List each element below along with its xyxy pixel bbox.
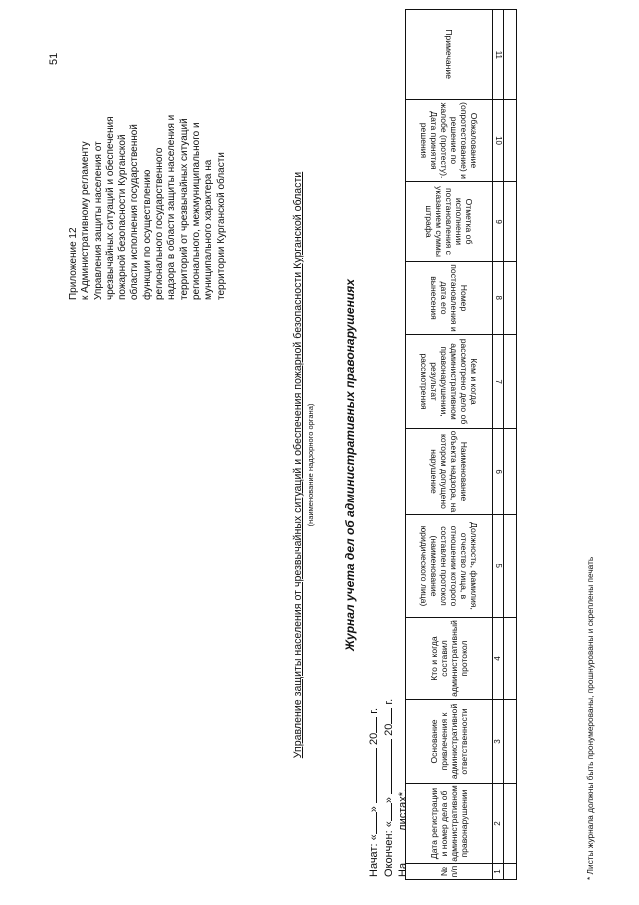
- organization-block: [292, 85, 315, 845]
- column-number-text: 8: [494, 295, 503, 301]
- dates-block: [366, 699, 410, 877]
- month-blank[interactable]: [381, 739, 392, 794]
- col-header-offender-text: Должность, фамилия, отчество лица, в отношении которого составлен протокол (наименование юридического лица): [419, 522, 479, 610]
- header-row: [406, 10, 493, 880]
- col-header-protocol-author: Кто и когда составил административный протокол: [406, 618, 493, 700]
- year-prefix: 20: [382, 723, 395, 736]
- column-number: [493, 262, 504, 335]
- appendix-line: к Административному регламенту: [80, 141, 92, 300]
- col-header-execution: [406, 182, 493, 262]
- organization-caption: (наименование надзорного органа): [306, 403, 315, 527]
- appendix-line: регионального, межмуниципального и: [190, 122, 202, 300]
- appendix-line: территории Курганской области: [215, 152, 227, 300]
- table-cell[interactable]: [504, 10, 517, 100]
- col-header-review: [406, 335, 493, 429]
- year-suffix: г.: [368, 707, 380, 714]
- column-number-text: 11: [494, 50, 503, 59]
- year-blank[interactable]: [366, 717, 377, 733]
- column-number: [493, 182, 504, 262]
- column-number: 2: [493, 784, 504, 864]
- col-header-grounds: Основание привлечения к административной ответственности: [406, 700, 493, 784]
- col-header-offender: [406, 515, 493, 618]
- quote-close: »: [368, 806, 380, 813]
- column-number: [493, 429, 504, 515]
- journal-table: [405, 9, 517, 880]
- finished-line: [381, 699, 396, 877]
- quote-close: »: [382, 797, 395, 804]
- col-header-note: [406, 10, 493, 100]
- col-header-number: № п/п: [406, 864, 493, 880]
- table-cell[interactable]: [504, 784, 517, 864]
- table-row: [504, 10, 517, 880]
- quote-open: «: [368, 834, 380, 841]
- quote-open: «: [382, 821, 395, 828]
- column-number-row: [493, 10, 504, 880]
- col-header-registration: Дата регистрации и номер дела об административном правонарушении: [406, 784, 493, 864]
- column-number-text: 6: [494, 469, 503, 474]
- col-header-resolution: [406, 262, 493, 335]
- column-number: [493, 335, 504, 429]
- appendix-line: пожарной безопасности Курганской: [117, 134, 129, 300]
- started-line: [366, 699, 381, 877]
- year-suffix: г.: [382, 698, 395, 705]
- sheets-prefix: На: [397, 862, 409, 877]
- appendix-line: муниципального характера на: [203, 159, 215, 300]
- started-label: Начат:: [368, 843, 380, 877]
- footnote: * Листы журнала должны быть пронумерованы, прошнурованы и скреплены печать: [585, 556, 595, 880]
- column-number: [493, 515, 504, 618]
- day-blank[interactable]: [366, 812, 377, 834]
- appendix-line: надзора в области защиты населения и: [166, 114, 178, 300]
- appendix-line: регионального государственного: [154, 147, 166, 300]
- table-cell[interactable]: [504, 182, 517, 262]
- journal-title: Журнал учета дел об административных правонарушениях: [343, 279, 357, 651]
- column-number-text: 10: [494, 136, 503, 145]
- column-number: [493, 100, 504, 182]
- appendix-line: Управления защиты населения от: [92, 141, 104, 300]
- col-header-review-text: Кем и когда рассмотрено дело об административном правонарушении, результат рассмотрения: [419, 338, 479, 425]
- table-cell[interactable]: [504, 700, 517, 784]
- column-number: 1: [493, 864, 504, 880]
- page-number: 51: [48, 52, 60, 65]
- col-header-resolution-text: Номер постановления и дата его вынесения: [429, 264, 469, 332]
- sheets-suffix: листах*.: [397, 788, 409, 831]
- table-cell[interactable]: [504, 864, 517, 880]
- column-number-text: 9: [494, 219, 503, 224]
- day-blank[interactable]: [381, 803, 392, 821]
- column-number: 3: [493, 700, 504, 784]
- year-prefix: 20: [368, 732, 380, 746]
- month-blank[interactable]: [366, 748, 377, 803]
- organization-name: Управление защиты населения от чрезвычайных ситуаций и обеспечения пожарной безопасности Курганской области: [292, 171, 304, 759]
- col-header-appeal: [406, 100, 493, 182]
- column-number: [493, 10, 504, 100]
- table-cell[interactable]: [504, 429, 517, 515]
- col-header-object: [406, 429, 493, 515]
- table-cell[interactable]: [504, 262, 517, 335]
- table-cell[interactable]: [504, 515, 517, 618]
- column-number-text: 7: [494, 379, 503, 384]
- column-number-text: 5: [494, 563, 503, 569]
- appendix-line: чрезвычайных ситуаций и обеспечения: [104, 116, 116, 300]
- col-header-note-text: Примечание: [444, 29, 454, 80]
- appendix-line: Приложение 12: [68, 227, 79, 300]
- year-blank[interactable]: [381, 708, 392, 724]
- col-header-object-text: Наименование объекта надзора, на котором допущено нарушение: [429, 430, 469, 513]
- appendix-line: области исполнения государственной: [129, 124, 141, 300]
- col-header-execution-text: Отметка об исполнении постановления с указанием суммы штрафа: [424, 186, 474, 257]
- appendix-block: [68, 90, 228, 300]
- table-cell[interactable]: [504, 100, 517, 182]
- col-header-appeal-text: Обжалование (опротестование) и решение по жалобе (протесту). Дата принятия решения: [419, 102, 479, 179]
- finished-label: Окончен:: [382, 830, 395, 877]
- appendix-line: территорий от чрезвычайных ситуаций: [178, 118, 190, 300]
- appendix-line: функции по осуществлению: [141, 169, 153, 300]
- table-cell[interactable]: [504, 335, 517, 429]
- table-cell[interactable]: [504, 618, 517, 700]
- column-number: 4: [493, 618, 504, 700]
